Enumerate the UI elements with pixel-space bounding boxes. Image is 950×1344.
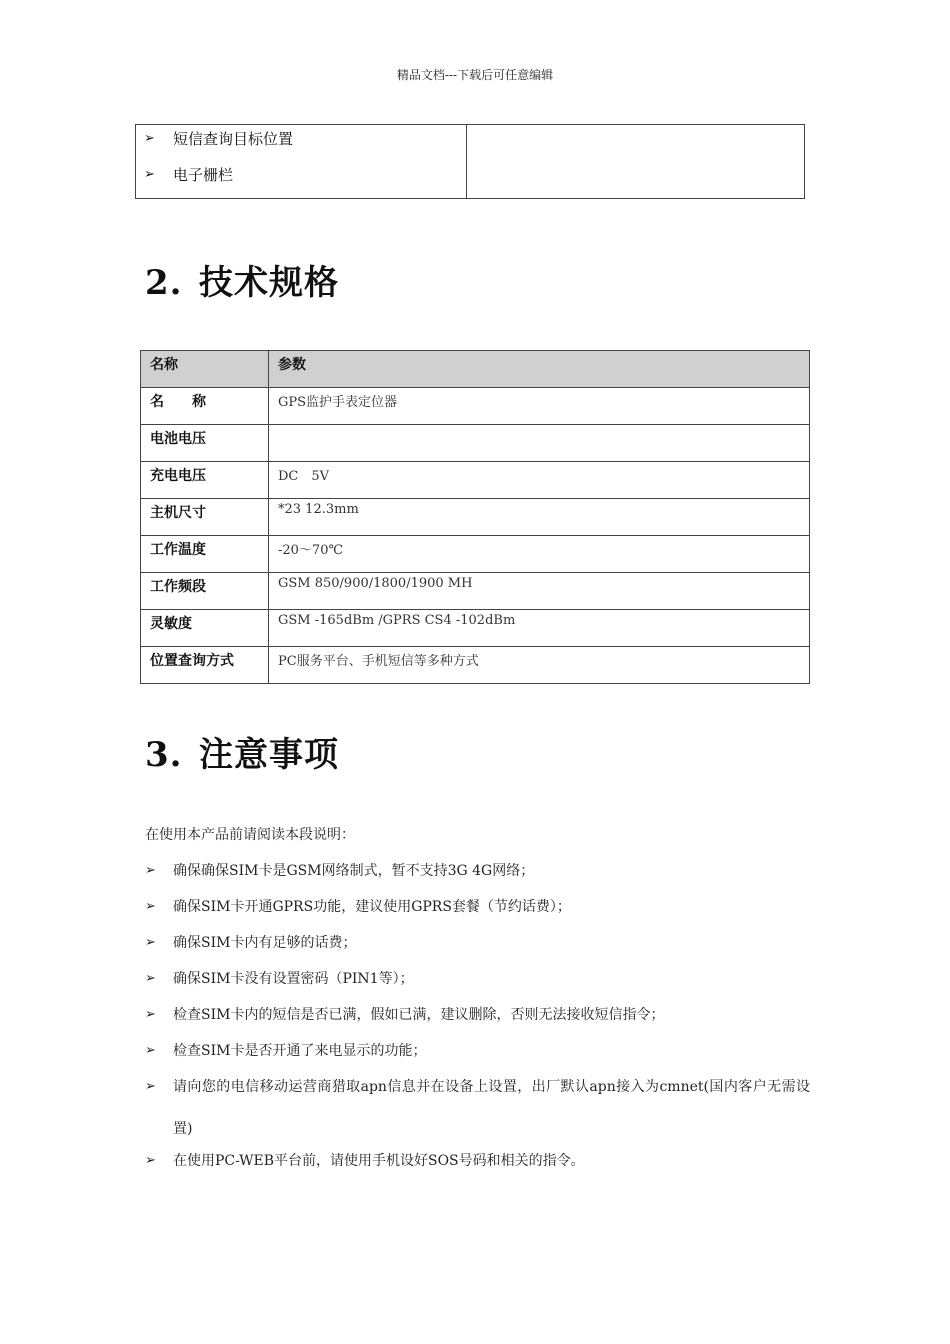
arrow-bullet-icon: ➢ <box>145 899 156 914</box>
spec-value: -20～70℃ <box>269 536 810 573</box>
spec-key: 充电电压 <box>141 462 269 499</box>
note-text: 在使用PC-WEB平台前，请使用手机设好SOS号码和相关的指令。 <box>173 1153 585 1169</box>
notes-intro: 在使用本产品前请阅读本段说明： <box>145 827 355 843</box>
spec-key: 工作温度 <box>141 536 269 573</box>
note-text: 请向您的电信移动运营商猎取apn信息并在设备上设置，出厂默认apn接入为cmnet(国内客户无需设置) <box>173 1079 810 1137</box>
list-item <box>145 932 810 968</box>
notes-list <box>145 824 810 1186</box>
note-text: 检查SIM卡内的短信是否已满，假如已满，建议删除，否则无法接收短信指令； <box>173 1007 665 1023</box>
list-item <box>145 1004 810 1040</box>
arrow-bullet-icon: ➢ <box>145 1153 156 1168</box>
note-text: 确保确保SIM卡是GSM网络制式，暂不支持3G 4G网络； <box>173 863 535 879</box>
spec-key: 位置查询方式 <box>141 647 269 684</box>
section-title: 注意事项 <box>199 735 339 775</box>
arrow-bullet-icon: ➢ <box>145 1079 156 1094</box>
note-text: 确保SIM卡没有设置密码（PIN1等）； <box>173 971 414 987</box>
spec-key: 主机尺寸 <box>141 499 269 536</box>
spec-key: 名 称 <box>141 388 269 425</box>
feature-cell-right <box>467 125 805 199</box>
spec-key: 电池电压 <box>141 425 269 462</box>
section-number: 3. <box>145 735 183 775</box>
note-text: 检查SIM卡是否开通了来电显示的功能； <box>173 1043 427 1059</box>
arrow-bullet-icon: ➢ <box>145 863 156 878</box>
list-item <box>145 1066 810 1150</box>
column-header: 名称 <box>141 351 269 388</box>
section-title: 技术规格 <box>199 263 339 303</box>
arrow-bullet-icon: ➢ <box>144 131 155 146</box>
spec-value: GSM -165dBm /GPRS CS4 -102dBm <box>269 610 810 647</box>
arrow-bullet-icon: ➢ <box>145 971 156 986</box>
table-row <box>141 499 810 536</box>
spec-key: 工作频段 <box>141 573 269 610</box>
table-row <box>141 610 810 647</box>
arrow-bullet-icon: ➢ <box>144 167 155 182</box>
spec-value: GSM 850/900/1800/1900 MH <box>269 573 810 610</box>
spec-value: GPS监护手表定位器 <box>269 388 810 425</box>
table-row <box>141 647 810 684</box>
arrow-bullet-icon: ➢ <box>145 1007 156 1022</box>
section-number: 2. <box>145 263 183 303</box>
list-item <box>136 162 466 198</box>
list-item <box>145 896 810 932</box>
list-item <box>136 126 466 162</box>
feature-item-label: 短信查询目标位置 <box>173 130 294 148</box>
arrow-bullet-icon: ➢ <box>145 1043 156 1058</box>
page-header-watermark: 精品文档---下载后可任意编辑 <box>396 68 554 82</box>
spec-value: PC服务平台、手机短信等多种方式 <box>269 647 810 684</box>
table-row <box>141 425 810 462</box>
feature-table <box>135 124 805 199</box>
spec-key: 灵敏度 <box>141 610 269 647</box>
arrow-bullet-icon: ➢ <box>145 935 156 950</box>
list-item <box>145 1150 810 1186</box>
feature-cell-left <box>136 125 467 199</box>
spec-value <box>269 425 810 462</box>
note-text: 确保SIM卡开通GPRS功能，建议使用GPRS套餐（节约话费）； <box>173 899 571 915</box>
table-row <box>141 536 810 573</box>
list-item <box>145 860 810 896</box>
feature-item-label: 电子栅栏 <box>173 166 234 184</box>
note-text: 确保SIM卡内有足够的话费； <box>173 935 357 951</box>
spec-value: *23 12.3mm <box>269 499 810 536</box>
section-heading-specs <box>145 255 339 304</box>
table-row <box>141 573 810 610</box>
list-item <box>145 968 810 1004</box>
spec-table <box>140 350 810 684</box>
column-header: 参数 <box>269 351 810 388</box>
table-header-row <box>141 351 810 388</box>
spec-value: DC 5V <box>269 462 810 499</box>
table-row <box>141 388 810 425</box>
section-heading-notes <box>145 727 339 776</box>
table-row <box>141 462 810 499</box>
